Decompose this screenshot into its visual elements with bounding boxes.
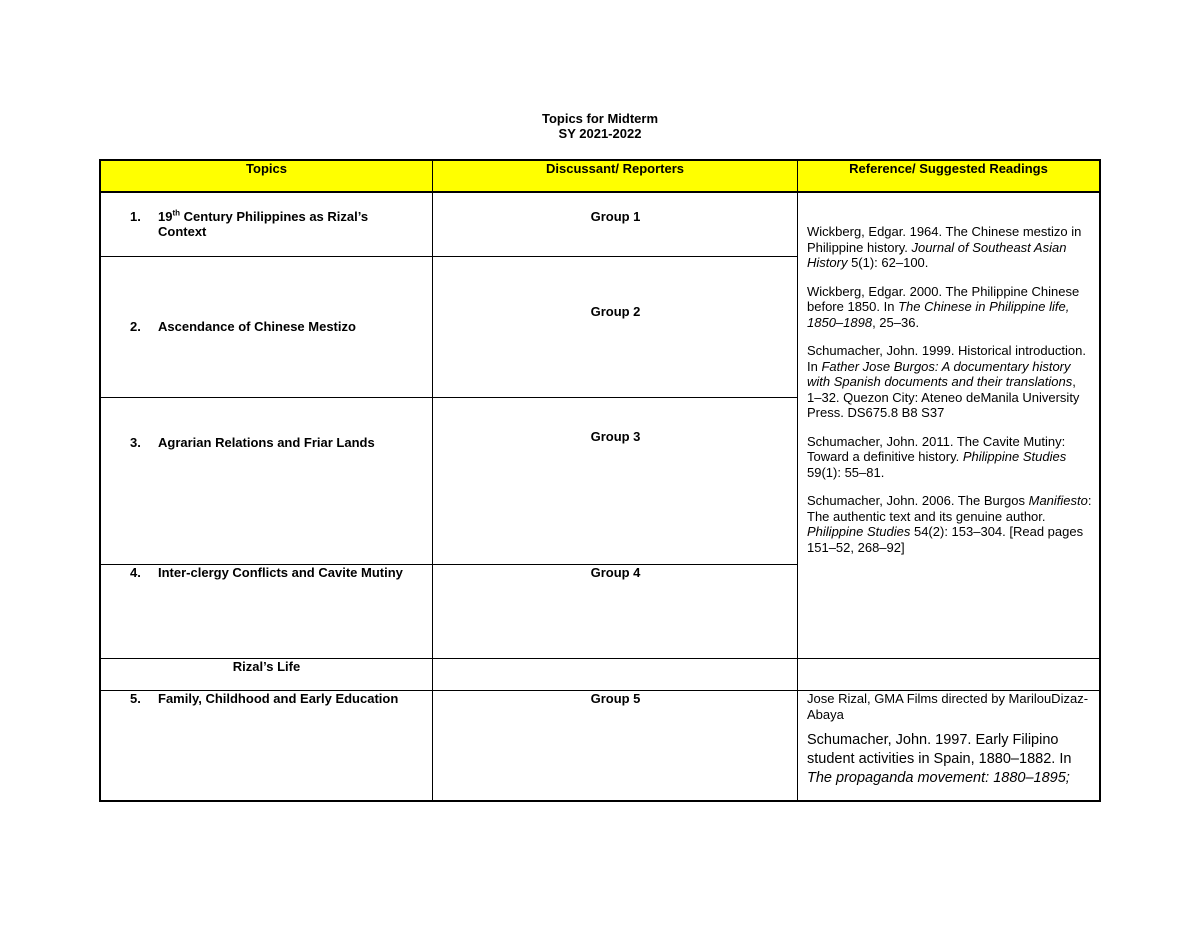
references-rows-1-4 (807, 224, 1092, 555)
topic-title: Inter-clergy Conflicts and Cavite Mutiny (158, 565, 403, 580)
section-rizals-life: Rizal’s Life (232, 659, 301, 674)
group-5: Group 5 (590, 691, 641, 706)
reference-entry: Schumacher, John. 2011. The Cavite Mutiny: Toward a definitive history. Philippine Studies 59(1): 55–81. (807, 433, 1067, 480)
references-row-5 (807, 691, 1092, 788)
document-title: Topics for Midterm (541, 111, 659, 126)
topic-title: Family, Childhood and Early Education (158, 691, 399, 706)
reference-entry: Wickberg, Edgar. 2000. The Philippine Chinese before 1850. In The Chinese in Philippine life, 1850–1898, 25–36. (807, 283, 1080, 330)
row-divider-1 (100, 256, 433, 257)
reference-entry: Jose Rizal, GMA Films directed by MarilouDizaz-Abaya (807, 691, 1089, 722)
topic-number: 5. (130, 691, 141, 706)
group-4: Group 4 (590, 565, 641, 580)
header-bottom-border (99, 191, 1101, 193)
col-divider-2 (797, 159, 798, 802)
topic-number: 1. (130, 209, 141, 224)
table-border-bottom (99, 800, 1101, 802)
reference-entry: Wickberg, Edgar. 1964. The Chinese mestizo in Philippine history. Journal of Southeast Asian History 5(1): 62–100. (807, 224, 1082, 270)
group-3: Group 3 (590, 429, 641, 444)
group-2: Group 2 (590, 304, 641, 319)
topic-title: Ascendance of Chinese Mestizo (158, 319, 356, 334)
row-divider-1b (433, 256, 797, 257)
topic-number: 4. (130, 565, 141, 580)
header-discussant: Discussant/ Reporters (546, 161, 684, 176)
reference-entry: Schumacher, John. 1999. Historical introduction. In Father Jose Burgos: A documentary history with Spanish documents and their translations, 1–32. Quezon City: Ateneo deManila University Press. DS675.8 B8 S37 (807, 343, 1086, 420)
header-topics: Topics (246, 161, 287, 176)
row-divider-2 (100, 397, 797, 398)
topic-number: 2. (130, 319, 141, 334)
topic-number: 3. (130, 435, 141, 450)
reference-entry: Schumacher, John. 1997. Early Filipino student activities in Spain, 1880–1882. In The propaganda movement: 1880–1895; (807, 732, 1072, 786)
topic-title: Agrarian Relations and Friar Lands (158, 435, 375, 450)
reference-entry: Schumacher, John. 2006. The Burgos Manifiesto: The authentic text and its genuine author. Philippine Studies 54(2): 153–304. [Read pages 151–52, 268–92] (807, 493, 1092, 555)
topic-title: 19th Century Philippines as Rizal’s Context (158, 208, 369, 239)
document-subtitle: SY 2021-2022 (558, 126, 642, 141)
header-references: Reference/ Suggested Readings (849, 161, 1048, 176)
table-border-right (1099, 159, 1101, 802)
group-1: Group 1 (590, 209, 641, 224)
document-title-block (0, 111, 1200, 141)
